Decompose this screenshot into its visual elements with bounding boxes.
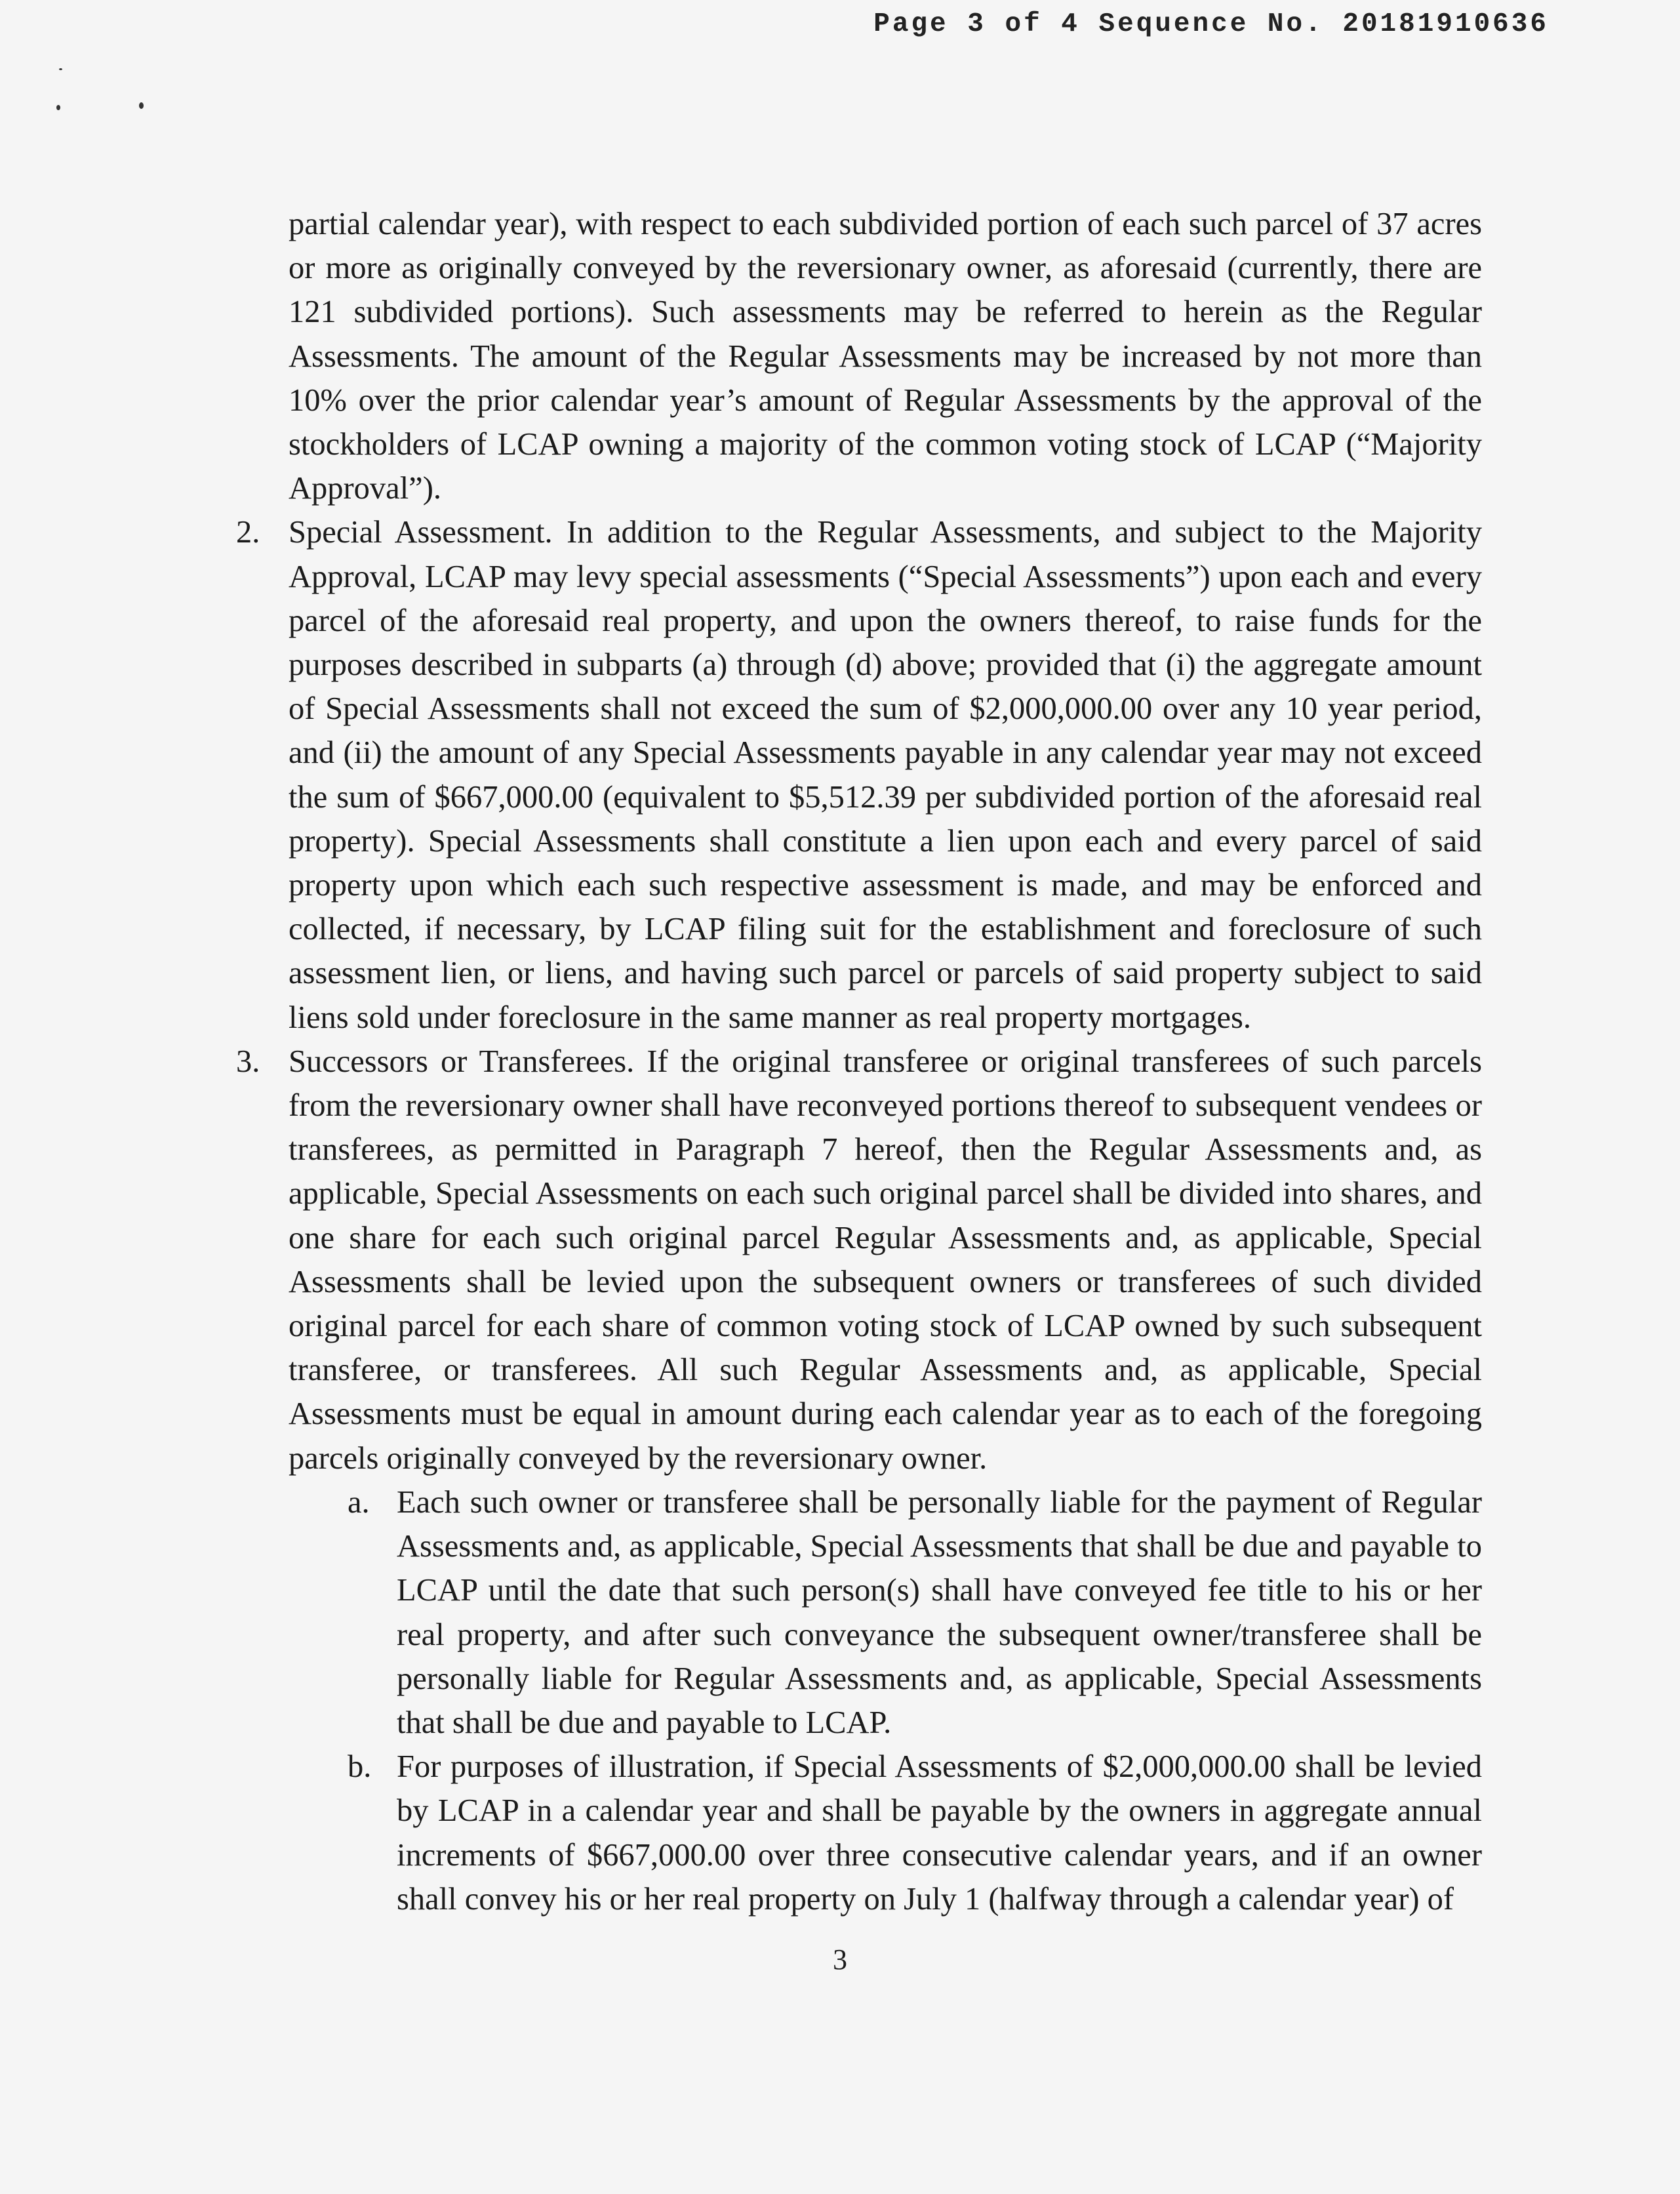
sub-item-text: For purposes of illustration, if Special Assessments of $2,000,000.00 shall be levied by LCAP in a calendar year and shall be payable by the owners in aggregate annual increments of $667,000.00 over three consecutive calendar years, and if an owner shall convey his or her real property on July 1 (halfway through a calendar year) of bbox=[397, 1749, 1482, 1917]
document-body bbox=[236, 202, 1482, 1921]
sub-item-list bbox=[348, 1480, 1482, 1921]
item-number: 2. bbox=[236, 515, 260, 550]
sub-item-b bbox=[348, 1745, 1482, 1921]
page-number: 3 bbox=[833, 1943, 847, 1976]
sub-item-text: Each such owner or transferee shall be personally liable for the payment of Regular Assessments and, as applicable, Special Assessments that shall be due and payable to LCAP until the date that such person(s) shall have conveyed fee title to his or her real property, and after such conveyance the subsequent owner/transferee shall be personally liable for Regular Assessments and, as applicable, Special Assessments that shall be due and payable to LCAP. bbox=[397, 1484, 1482, 1740]
numbered-item-2 bbox=[236, 510, 1482, 1039]
item-text: Successors or Transferees. If the original transferee or original transferees of such parcels from the reversionary owner shall have reconveyed portions thereof to subsequent vendees or transferees, as permitted in Paragraph 7 hereof, then the Regular Assessments and, as applicable, Special Assessments on each such original parcel shall be divided into shares, and one share for each such original parcel Regular Assessments and, as applicable, Special Assessments shall be levied upon the subsequent owners or transferees of such divided original parcel for each share of common voting stock of LCAP owned by such subsequent transferee, or transferees. All such Regular Assessments and, as applicable, Special Assessments must be equal in amount during each calendar year as to each of the foregoing parcels originally conveyed by the reversionary owner. bbox=[289, 1044, 1482, 1476]
sub-item-letter: a. bbox=[348, 1484, 370, 1520]
sub-item-a bbox=[348, 1480, 1482, 1745]
scan-speck bbox=[56, 105, 60, 110]
scan-speck bbox=[139, 102, 144, 109]
item-text: Special Assessment. In addition to the Regular Assessments, and subject to the Majority Approval, LCAP may levy special assessments (“Special Assessments”) upon each and every parcel of the aforesaid real property, and upon the owners thereof, to raise funds for the purposes described in subparts (a) through (d) above; provided that (i) the aggregate amount of Special Assessments shall not exceed the sum of $2,000,000.00 over any 10 year period, and (ii) the amount of any Special Assessments payable in any calendar year may not exceed the sum of $667,000.00 (equivalent to $5,512.39 per subdivided portion of the aforesaid real property). Special Assessments shall constitute a lien upon each and every parcel of said property upon which each such respective assessment is made, and may be enforced and collected, if necessary, by LCAP filing suit for the establishment and foreclosure of such assessment lien, or liens, and having such parcel or parcels of said property subject to said liens sold under foreclosure in the same manner as real property mortgages. bbox=[289, 515, 1482, 1035]
scan-speck bbox=[59, 68, 62, 70]
item-number: 3. bbox=[236, 1044, 260, 1079]
numbered-item-3 bbox=[236, 1040, 1482, 1480]
intro-paragraph: partial calendar year), with respect to each subdivided portion of each such parcel of 37 acres or more as originally conveyed by the reversionary owner, as aforesaid (currently, there are 121 subdivided portions). Such assessments may be referred to herein as the Regular Assessments. The amount of the Regular Assessments may be increased by not more than 10% over the prior calendar year’s amount of Regular Assessments by the approval of the stockholders of LCAP owning a majority of the common voting stock of LCAP (“Majority Approval”). bbox=[289, 207, 1482, 506]
fax-header-line: Page 3 of 4 Sequence No. 20181910636 bbox=[873, 9, 1549, 39]
sub-item-letter: b. bbox=[348, 1749, 372, 1785]
